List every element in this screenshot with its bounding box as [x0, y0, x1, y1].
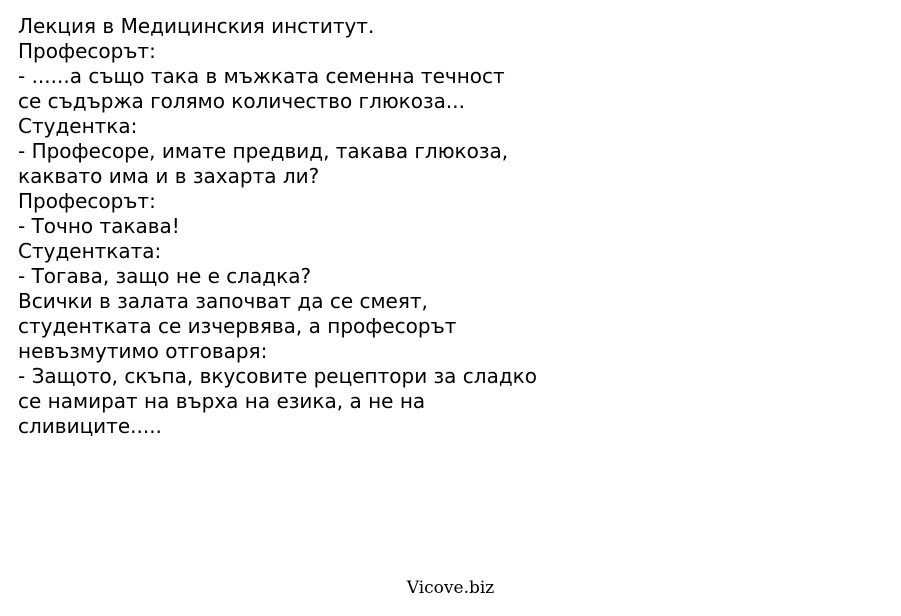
site-watermark: Vicove.biz — [406, 578, 495, 598]
joke-line: Всички в залата започват да се смеят, — [18, 289, 428, 313]
joke-line: каквато има и в захарта ли? — [18, 164, 320, 188]
joke-line: - ......а също така в мъжката семенна течност — [18, 64, 505, 88]
joke-line: Студентка: — [18, 114, 138, 138]
joke-line: се намират на върха на езика, а не на — [18, 389, 426, 413]
joke-line: Професорът: — [18, 189, 156, 213]
joke-line: - Тогава, защо не е сладка? — [18, 264, 312, 288]
joke-line: Лекция в Медицинския институт. — [18, 14, 375, 38]
joke-text-block — [18, 14, 878, 439]
joke-line: сливиците..... — [18, 414, 162, 438]
joke-line: - Професоре, имате предвид, такава глюкоза, — [18, 139, 509, 163]
joke-line: - Точно такава! — [18, 214, 180, 238]
joke-line: Професорът: — [18, 39, 156, 63]
joke-line: се съдържа голямо количество глюкоза... — [18, 89, 465, 113]
joke-line: невъзмутимо отговаря: — [18, 339, 268, 363]
joke-line: - Защото, скъпа, вкусовите рецептори за сладко — [18, 364, 537, 388]
joke-line: Студентката: — [18, 239, 162, 263]
joke-line: студентката се изчервява, а професорът — [18, 314, 457, 338]
